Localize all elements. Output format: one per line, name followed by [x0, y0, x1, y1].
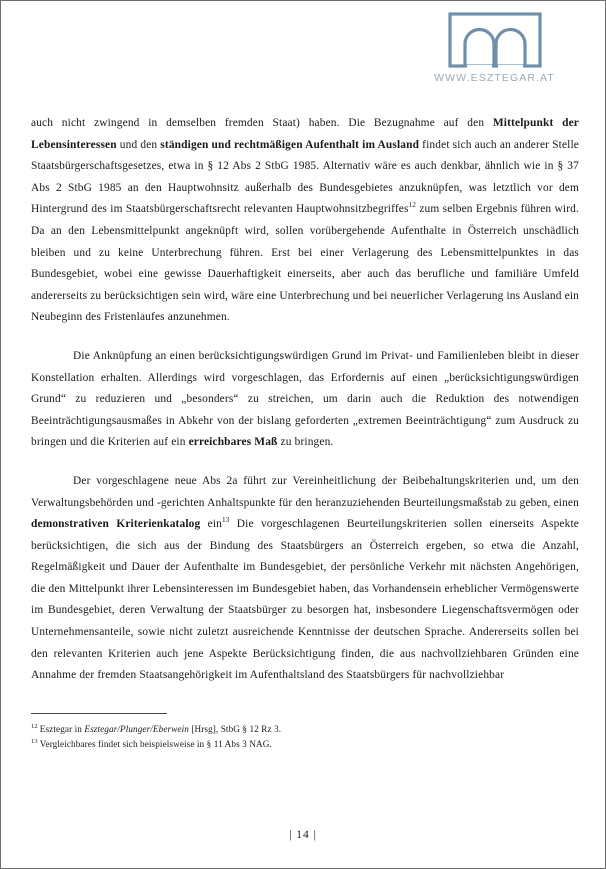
text-run: zu bringen. — [277, 436, 334, 449]
text-run: Esztegar in — [39, 724, 85, 734]
website-url-text: WWW.ESZTEGAR.AT — [434, 72, 555, 84]
text-run: und den — [116, 138, 161, 151]
text-run: Die Anknüpfung an einen berücksichtigungswürdigen Grund im Privat- und Familienleben bleibt in dieser Konstellation erhalten. Allerdings wird vorgeschlagen, das Erfordernis auf einen „berücksichtigungswürdigen Grund“ zu reduzieren und „besonders“ zu streichen, um darin auch die Reduktion des notwendigen Beeinträchtigungsausmaßes in Abkehr von der bislang geforderten „extremen Beeinträchtigung“ zum Ausdruck zu bringen und die Kriterien auf ein — [31, 349, 579, 449]
footnote-item — [31, 737, 579, 752]
emphasis-bold: ständigen und rechtmäßigen Aufenthalt im Ausland — [160, 138, 420, 151]
text-run: Vergleichbares findet sich beispielsweise in § 11 Abs 3 NAG. — [39, 739, 272, 749]
text-run: Der vorgeschlagene neue Abs 2a führt zur Vereinheitlichung der Beibehaltungskriterien und, um den Verwaltungsbehörden und -gerichten Anhaltspunkte für den heranzuziehenden Beurteilungsmaßstab zu geben, einen — [31, 474, 579, 509]
footnote-reference: 12 — [408, 201, 417, 210]
esztegar-arch-logo-icon — [447, 11, 543, 69]
page-number: | 14 | — [289, 829, 317, 841]
footnote-separator-rule — [31, 713, 167, 714]
emphasis-bold: erreichbares Maß — [188, 436, 278, 449]
text-run: [Hrsg], StbG § 12 Rz 3. — [188, 724, 282, 734]
document-body — [31, 113, 579, 687]
emphasis-bold: Mittelpunkt der Lebensinteressen — [31, 117, 579, 151]
footnote-reference: 13 — [222, 516, 230, 525]
footnote-item — [31, 722, 579, 737]
text-run: Die vorgeschlagenen Beurteilungskriterien sollen einerseits Aspekte berücksichtigen, die sich aus der Bindung des Staatsbürgers an Österreich ergeben, so etwa die Anzahl, Regelmäßigkeit und Dauer der Aufenthalte im Bundesgebiet, der persönliche Verkehr mit nächsten Angehörigen, die den Mittelpunkt ihrer Lebensinteressen im Bundesgebiet haben, das Vorhandensein erheblicher Vermögenswerte im Bundesgebiet, deren Verwaltung der Staatsbürger zu besorgen hat, insbesondere Liegenschaftsvermögen oder Unternehmensanteile, sowie nicht zuletzt ausreichende Kenntnisse der deutschen Sprache. Andererseits sollen bei den relevanten Kriterien auch jene Aspekte Berücksichtigung finden, die aus nachvollziehbaren Gründen eine Annahme der fremden Staatsangehörigkeit im Aufenthaltsland des Staatsbürgers für nachvollziehbar — [31, 518, 579, 682]
letterhead-logo-block — [402, 11, 587, 84]
paragraph — [31, 346, 579, 454]
footnote-number: 12 — [31, 722, 38, 730]
text-run: auch nicht zwingend in demselben fremden Staat) haben. Die Bezugnahme auf den — [31, 117, 493, 129]
emphasis-italic: Esztegar/Plunger/Eberwein — [84, 724, 189, 734]
paragraph — [31, 113, 579, 329]
footnotes-block — [31, 713, 579, 752]
text-run: zum selben Ergebnis führen wird. Da an den Lebensmittelpunkt angeknüpft wird, sollen vorübergehende Aufenthalte in Österreich unschädlich bleiben und zu keine Unterbrechung führen. Erst bei einer Verlagerung des Lebensmittelpunktes in das Bundesgebiet, wobei eine gewisse Dauerhaftigkeit einerseits, aber auch das berufliche und familiäre Umfeld andererseits zu berücksichtigen sein wird, wäre eine Unterbrechung und bei neuerlicher Verlagerung ins Ausland ein Neubeginn des Fristenlaufes anzunehmen. — [31, 203, 579, 324]
footnote-number: 13 — [31, 737, 38, 745]
paragraph — [31, 471, 579, 687]
text-run: ein — [200, 518, 222, 531]
text-run: findet sich auch an anderer Stelle Staatsbürgerschaftsgesetzes, etwa in § 12 Abs 2 StbG 1985. Alternativ wäre es auch denkbar, ähnlich wie in § 37 Abs 2 StbG 1985 an den Hauptwohnsitz außerhalb des Bundesgebietes anzuknüpfen, was letztlich vor dem Hintergrund des im Staatsbürgerschaftsrecht relevanten Hauptwohnsitzbegriffes — [31, 138, 579, 216]
emphasis-bold: demonstrativen Kriterienkatalog — [31, 518, 201, 531]
